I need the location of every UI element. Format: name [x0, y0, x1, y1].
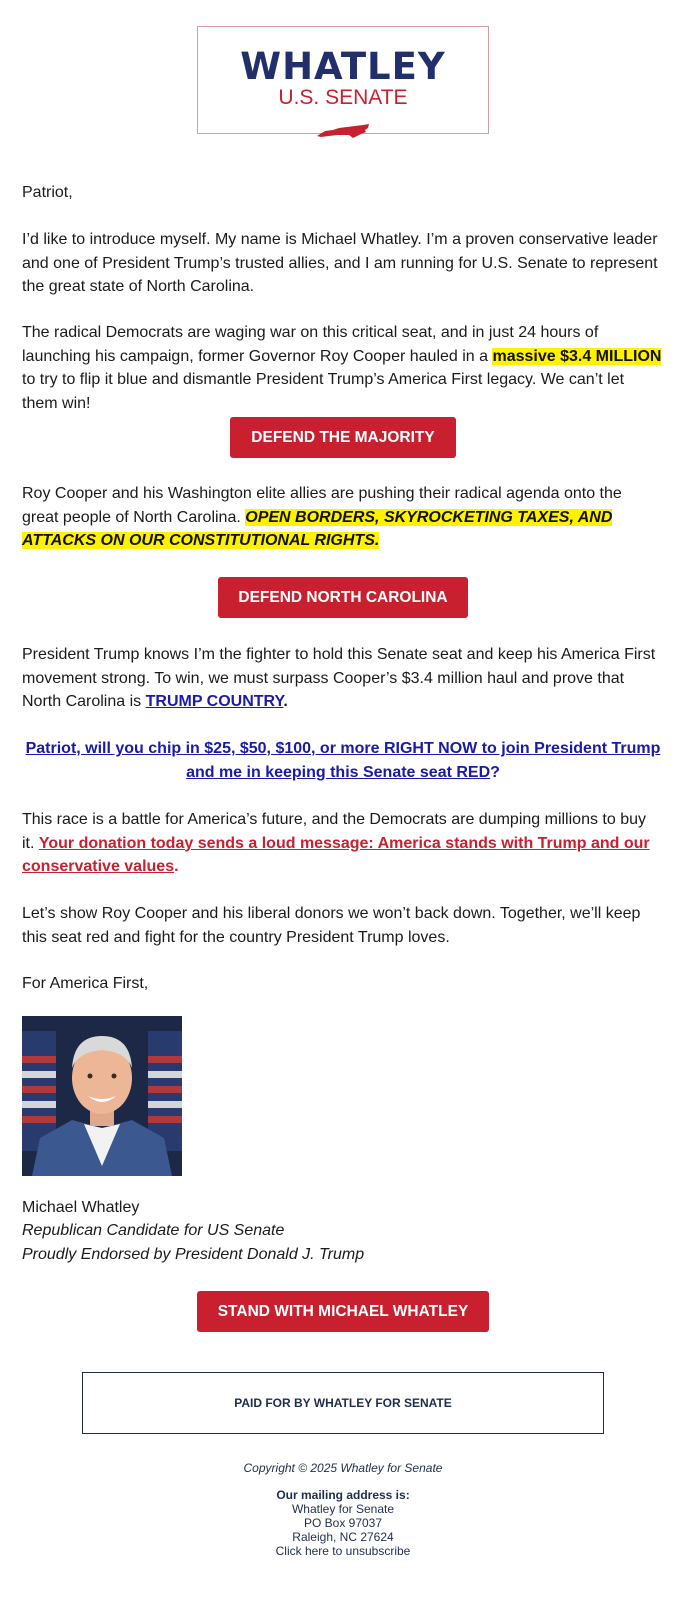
signature-endorsement: Proudly Endorsed by President Donald J. Trump — [22, 1246, 365, 1263]
address-line: PO Box 97037 — [303, 1516, 383, 1530]
candidate-photo — [22, 1016, 182, 1176]
trump-country-paragraph — [22, 643, 662, 714]
north-carolina-silhouette-icon — [315, 123, 371, 139]
paragraph-text: to try to flip it blue and dismantle President Trump’s America First legacy. We can’t let them win! — [22, 371, 625, 412]
paragraph-text: . — [174, 858, 179, 875]
battle-paragraph — [22, 808, 662, 879]
copyright: Copyright © 2025 Whatley for Senate — [243, 1461, 443, 1475]
radical-agenda-paragraph — [22, 482, 662, 553]
highlight-amount: massive $3.4 MILLION — [492, 347, 662, 365]
unsubscribe-link[interactable]: Click here to unsubscribe — [275, 1544, 411, 1558]
donation-ask — [22, 737, 664, 784]
greeting: Patriot, — [22, 184, 73, 201]
cooper-haul-paragraph — [22, 321, 662, 415]
logo-subtitle: U.S. SENATE — [278, 86, 408, 109]
paragraph-text: The radical Democrats are waging war on this critical seat, and in just 24 hours of launching his campaign, former Governor Roy Cooper hauled in a — [22, 324, 599, 365]
signature-name: Michael Whatley — [22, 1199, 140, 1216]
paragraph-text: . — [283, 693, 288, 710]
campaign-logo — [197, 26, 489, 134]
donation-message-link[interactable]: Your donation today sends a loud message: America stands with Trump and our conservative values — [22, 834, 650, 875]
address-line: Raleigh, NC 27624 — [292, 1530, 394, 1544]
defend-majority-button[interactable]: DEFEND THE MAJORITY — [230, 417, 456, 458]
paragraph-text: This race is a battle for America’s future, and the Democrats are dumping millions to buy it. — [22, 811, 646, 852]
highlight-issues: OPEN BORDERS, SKYROCKETING TAXES, AND ATTACKS ON OUR CONSTITUTIONAL RIGHTS. — [22, 508, 613, 549]
signature-title: Republican Candidate for US Senate — [22, 1222, 285, 1239]
defend-north-carolina-button[interactable]: DEFEND NORTH CAROLINA — [218, 577, 468, 618]
mailing-label: Our mailing address is: — [276, 1488, 410, 1502]
trump-country-link[interactable]: TRUMP COUNTRY — [145, 693, 284, 710]
signoff: For America First, — [22, 975, 149, 992]
back-down-paragraph: Let’s show Roy Cooper and his liberal donors we won’t back down. Together, we’ll keep this seat red and fight for the country President Trump loves. — [22, 905, 641, 946]
logo-name: WHATLEY — [240, 45, 446, 88]
candidate-portrait-image — [22, 1016, 182, 1176]
paid-for-disclaimer: PAID FOR BY WHATLEY FOR SENATE — [82, 1372, 604, 1434]
paragraph-text: President Trump knows I’m the fighter to hold this Senate seat and keep his America First movement strong. To win, we must surpass Cooper’s $3.4 million haul and prove that North Carolina is — [22, 646, 656, 710]
paragraph-text: Roy Cooper and his Washington elite allies are pushing their radical agenda onto the great people of North Carolina. — [22, 485, 622, 526]
address-line: Whatley for Senate — [291, 1502, 395, 1516]
stand-with-whatley-button[interactable]: STAND WITH MICHAEL WHATLEY — [197, 1291, 489, 1332]
intro-paragraph: I’d like to introduce myself. My name is Michael Whatley. I’m a proven conservative leader and one of President Trump’s trusted allies, and I am running for U.S. Senate to represent the great state of North Carolina. — [22, 231, 658, 295]
chip-in-link[interactable]: Patriot, will you chip in $25, $50, $100, or more RIGHT NOW to join President Trump and me in keeping this Senate seat RED — [25, 740, 661, 781]
ask-punctuation: ? — [490, 763, 500, 781]
